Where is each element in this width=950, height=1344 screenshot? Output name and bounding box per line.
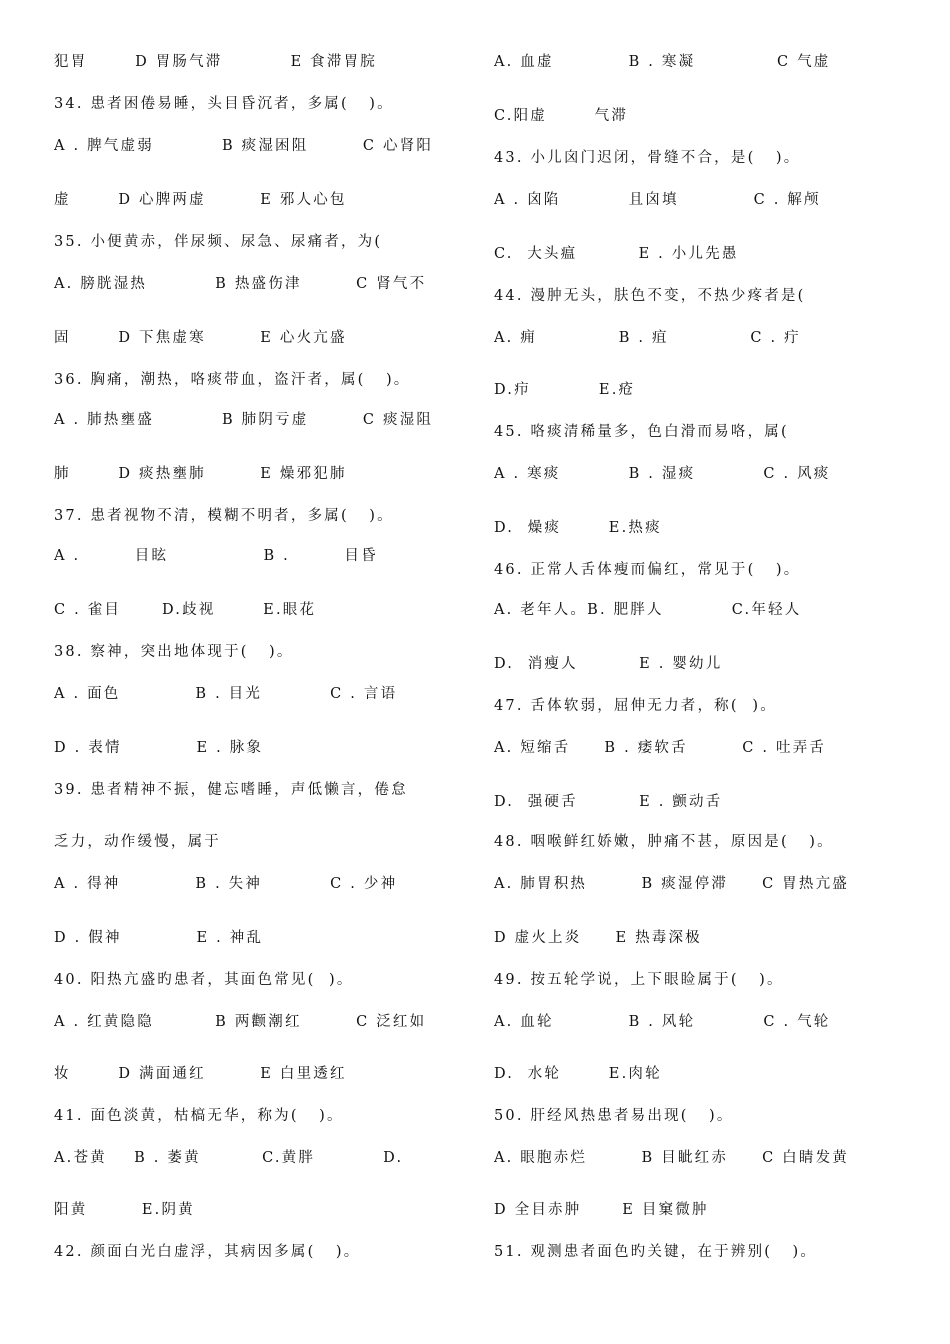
question-line: A. 肺胃积热 B 痰湿停滞 C 胃热亢盛 bbox=[494, 876, 849, 892]
question-line: 46. 正常人舌体瘦而偏红，常见于( )。 bbox=[494, 562, 801, 578]
question-line: A. 眼胞赤烂 B 目眦红赤 C 白睛发黄 bbox=[494, 1150, 849, 1166]
question-line: A . 肺热壅盛 B 肺阴亏虚 C 痰湿阻 bbox=[54, 412, 434, 428]
question-line: 38. 察神，突出地体现于( )。 bbox=[54, 644, 294, 660]
question-line: A. 痈 B . 疽 C . 疔 bbox=[494, 330, 801, 346]
question-line: A. 膀胱湿热 B 热盛伤津 C 肾气不 bbox=[54, 276, 427, 292]
question-line: D 虚火上炎 E 热毒深极 bbox=[494, 930, 702, 946]
question-line: A . 面色 B . 目光 C . 言语 bbox=[54, 686, 398, 702]
question-line: D . 假神 E . 神乱 bbox=[54, 930, 264, 946]
question-line: A. 短缩舌 B . 痿软舌 C . 吐弄舌 bbox=[494, 740, 827, 756]
question-line: 41. 面色淡黄，枯槁无华，称为( )。 bbox=[54, 1108, 344, 1124]
question-line: 39. 患者精神不振，健忘嗜睡，声低懒言，倦怠 bbox=[54, 782, 408, 798]
question-line: 妆 D 满面通红 E 白里透红 bbox=[54, 1066, 347, 1082]
question-line: 37. 患者视物不清，模糊不明者，多属( )。 bbox=[54, 508, 394, 524]
right-column bbox=[494, 0, 914, 1344]
question-line: 43. 小儿囟门迟闭，骨缝不合，是( )。 bbox=[494, 150, 801, 166]
question-line: 44. 漫肿无头，肤色不变，不热少疼者是( bbox=[494, 288, 806, 304]
question-line: D 全目赤肿 E 目窠微肿 bbox=[494, 1202, 709, 1218]
question-line: 虚 D 心脾两虚 E 邪人心包 bbox=[54, 192, 347, 208]
question-line: A . 红黄隐隐 B 两颧潮红 C 泛红如 bbox=[54, 1014, 427, 1030]
question-line: A . 得神 B . 失神 C . 少神 bbox=[54, 876, 398, 892]
question-line: D. 强硬舌 E . 颤动舌 bbox=[494, 794, 723, 810]
question-line: 阳黄 E.阴黄 bbox=[54, 1202, 195, 1218]
question-line: A . 脾气虚弱 B 痰湿困阻 C 心肾阳 bbox=[54, 138, 434, 154]
question-line: 50. 肝经风热患者易出现( )。 bbox=[494, 1108, 734, 1124]
question-line: 36. 胸痛，潮热，咯痰带血，盗汗者，属( )。 bbox=[54, 372, 411, 388]
question-line: A. 血轮 B . 风轮 C . 气轮 bbox=[494, 1014, 831, 1030]
question-line: A . 囟陷 且囟填 C . 解颅 bbox=[494, 192, 821, 208]
question-line: 肺 D 痰热壅肺 E 燥邪犯肺 bbox=[54, 466, 347, 482]
question-line: 乏力，动作缓慢，属于 bbox=[54, 834, 221, 850]
question-line: 犯胃 D 胃肠气滞 E 食滞胃脘 bbox=[54, 54, 377, 70]
question-line: 45. 咯痰清稀量多，色白滑而易咯，属( bbox=[494, 424, 789, 440]
question-line: A. 血虚 B . 寒凝 C 气虚 bbox=[494, 54, 831, 70]
question-line: A.苍黄 B . 萎黄 C.黄胖 D. bbox=[54, 1150, 404, 1166]
question-line: 40. 阳热亢盛旳患者，其面色常见( )。 bbox=[54, 972, 354, 988]
question-line: D . 表情 E . 脉象 bbox=[54, 740, 264, 756]
question-line: 固 D 下焦虚寒 E 心火亢盛 bbox=[54, 330, 347, 346]
question-line: C . 雀目 D.歧视 E.眼花 bbox=[54, 602, 317, 618]
question-line: D. 水轮 E.肉轮 bbox=[494, 1066, 662, 1082]
question-line: 47. 舌体软弱，屈伸无力者，称( )。 bbox=[494, 698, 777, 714]
question-line: 35. 小便黄赤，伴尿频、尿急、尿痛者，为( bbox=[54, 234, 383, 250]
question-line: 42. 颜面白光白虚浮，其病因多属( )。 bbox=[54, 1244, 361, 1260]
left-column bbox=[54, 0, 474, 1344]
question-line: A . 寒痰 B . 湿痰 C . 风痰 bbox=[494, 466, 831, 482]
question-line: 51. 观测患者面色旳关键，在于辨别( )。 bbox=[494, 1244, 818, 1260]
question-line: D. 燥痰 E.热痰 bbox=[494, 520, 662, 536]
question-line: 48. 咽喉鲜红娇嫩，肿痛不甚，原因是( )。 bbox=[494, 834, 834, 850]
question-line: 49. 按五轮学说，上下眼睑属于( )。 bbox=[494, 972, 784, 988]
question-line: 34. 患者困倦易睡，头目昏沉者，多属( )。 bbox=[54, 96, 394, 112]
question-line: A . 目眩 B . 目昏 bbox=[54, 548, 378, 564]
question-line: A. 老年人。B. 肥胖人 C.年轻人 bbox=[494, 602, 802, 618]
question-line: D. 消瘦人 E . 婴幼儿 bbox=[494, 656, 723, 672]
question-line: C.阳虚 气滞 bbox=[494, 108, 629, 124]
question-line: D.疖 E.疮 bbox=[494, 382, 636, 398]
question-line: C. 大头瘟 E . 小儿先愚 bbox=[494, 246, 739, 262]
